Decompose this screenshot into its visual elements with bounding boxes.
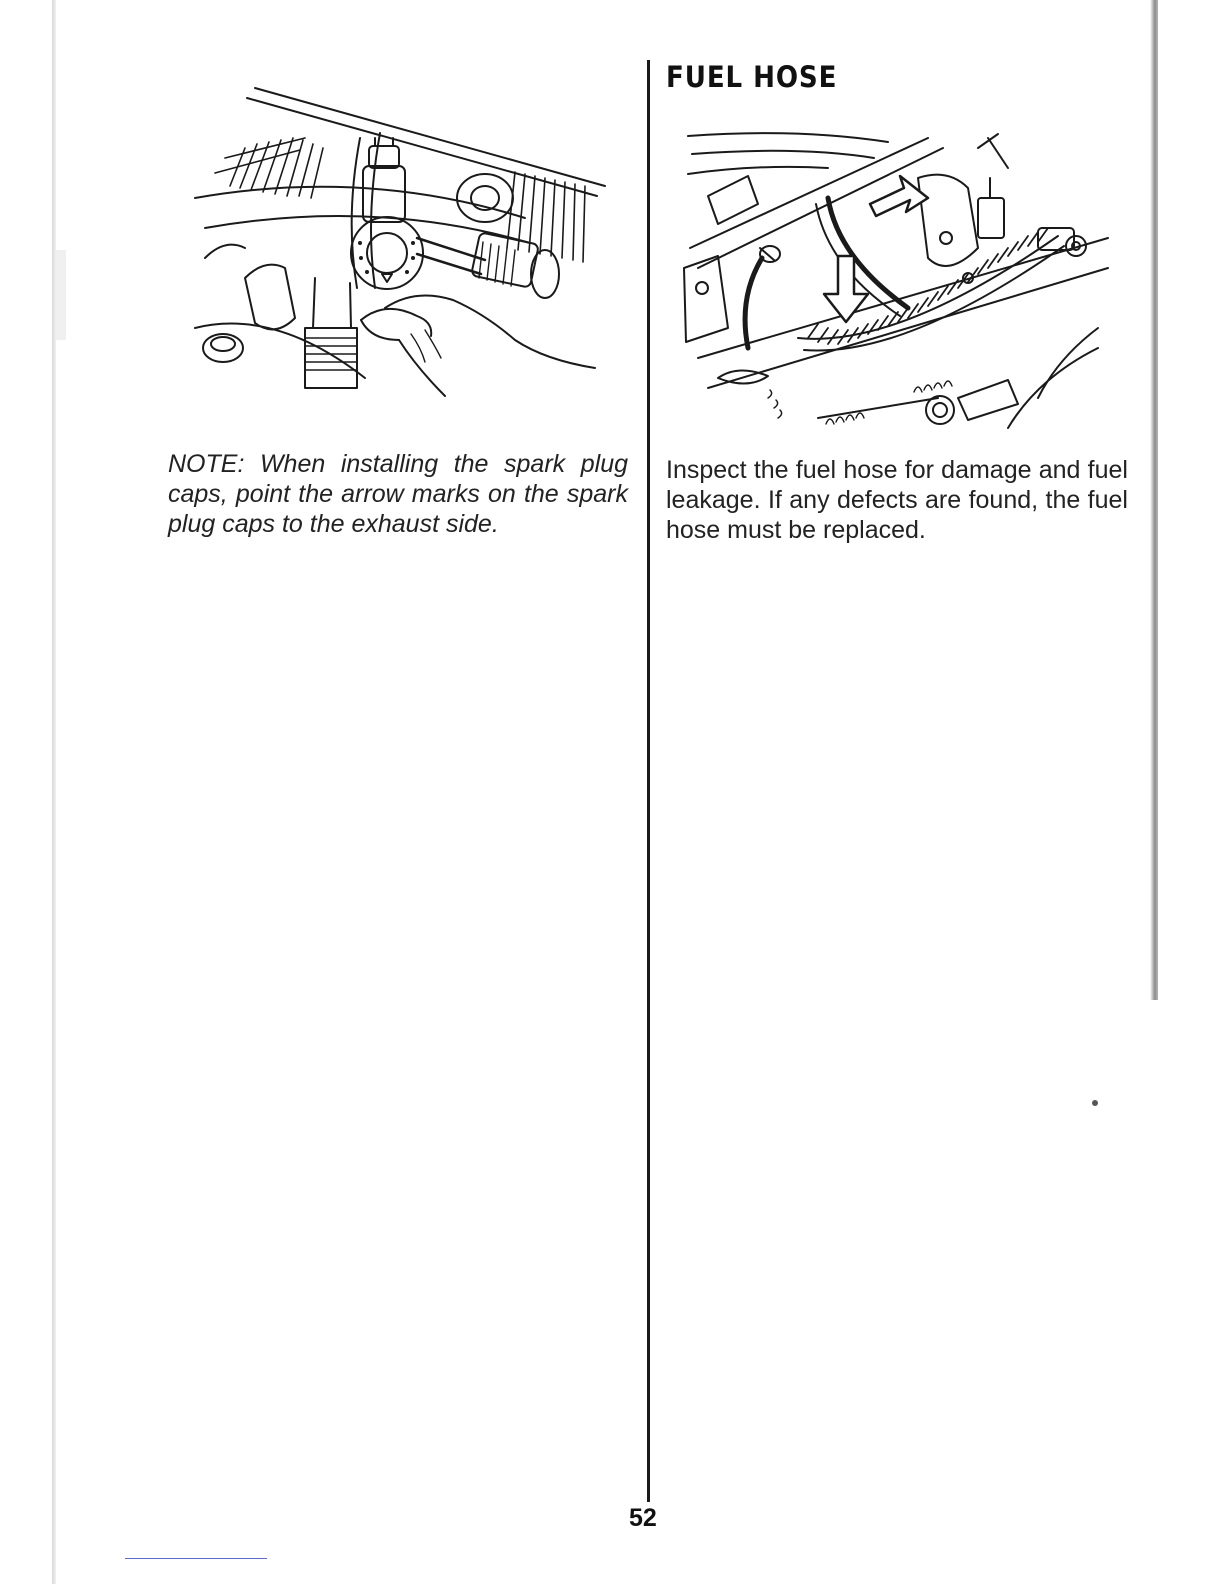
scan-speck: [1092, 1100, 1098, 1106]
column-divider: [647, 60, 650, 1502]
page-binding-edge-right: [1150, 0, 1158, 1000]
section-title: FUEL HOSE: [666, 60, 838, 94]
fuel-hose-figure: [678, 128, 1118, 436]
page-binding-edge: [52, 0, 56, 1584]
spark-plug-cap-figure: [185, 78, 610, 400]
footnote-rule: [125, 1558, 267, 1559]
page-binding-shadow: [56, 250, 66, 340]
fuel-hose-instructions: Inspect the fuel hose for damage and fuel leakage. If any defects are found, the fuel hose must be replaced.: [666, 456, 1128, 544]
spark-plug-note: NOTE: When installing the spark plug caps, point the arrow marks on the spark plug caps to the exhaust side.: [168, 450, 628, 538]
page-number: 52: [629, 1504, 657, 1532]
